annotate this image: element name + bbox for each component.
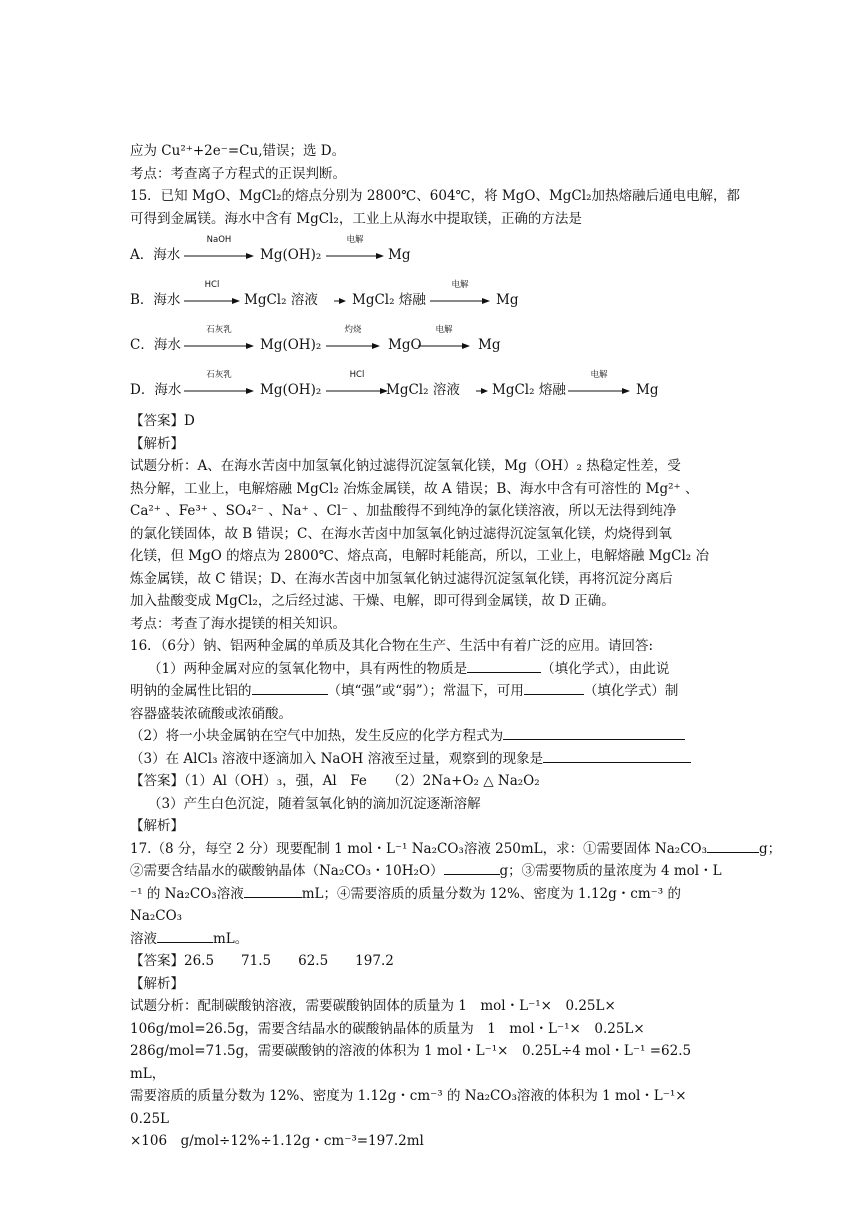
reagent-label: 灼烧 xyxy=(344,325,362,335)
analysis-line: 热分解，工业上，电解熔融 MgCl₂ 冶炼金属镁，故 A 错误；B、海水中含有可溶性的 Mg²⁺ 、 xyxy=(130,480,699,497)
reagent-label: 电解 xyxy=(590,370,608,380)
q17-answer: 【答案】26.5 71.5 62.5 197.2 xyxy=(130,953,394,969)
q16-part1-line1 xyxy=(130,658,730,681)
reagent-label: HCl xyxy=(349,370,365,380)
analysis-line: 需要溶质的质量分数为 12%、密度为 1.12g・cm⁻³ 的 Na₂CO₃溶液的体积为 1 mol・L⁻¹× 0.25L xyxy=(130,1088,701,1127)
q16-part1-line3: 容器盛装浓硫酸或浓硝酸。 xyxy=(130,705,292,722)
q15-stem-line2: 可得到金属镁。海水中含有 MgCl₂，工业上从海水中提取镁，正确的方法是 xyxy=(130,210,582,227)
text: （2）将一小块金属钠在空气中加热，发生反应的化学方程式为 xyxy=(130,728,504,744)
analysis-line: 286g/mol=71.5g，需要碳酸钠的溶液的体积为 1 mol・L⁻¹× 0.25L÷4 mol・L⁻¹ =62.5 mL， xyxy=(130,1043,692,1082)
text: ②需要含结晶水的碳酸钠晶体（Na₂CO₃・10H₂O） xyxy=(130,863,444,879)
analysis-line: 的氯化镁固体，故 B 错误；C、在海水苦卤中加氢氧化钠过滤得沉淀氢氧化镁，灼烧得到氧 xyxy=(130,525,672,542)
reagent-label: 石灰乳 xyxy=(206,370,232,380)
q15-jiexi-heading: 【解析】 xyxy=(130,435,184,452)
product-label: Mg xyxy=(636,382,659,398)
answer-blank xyxy=(252,680,328,695)
option-b-label: B．海水 xyxy=(130,292,181,308)
q17-line2 xyxy=(130,860,730,883)
analysis-line: Ca²⁺ 、Fe³⁺ 、SO₄²⁻ 、Na⁺ 、Cl⁻ 、加盐酸得不到纯净的氯化镁溶液，所以无法得到纯净 xyxy=(130,503,677,519)
product-label: Mg(OH)₂ xyxy=(260,247,322,263)
product-label: Mg xyxy=(388,247,411,263)
q15-kaodian: 考点：考查了海水提镁的相关知识。 xyxy=(130,615,346,632)
product-label: MgO xyxy=(388,337,422,353)
answer-blank xyxy=(157,928,213,943)
product-label: MgCl₂ 溶液 xyxy=(244,292,318,308)
product-label: MgCl₂ 熔融 xyxy=(352,292,426,308)
product-label: MgCl₂ 溶液 xyxy=(386,382,460,398)
text: 明钠的金属性比铝的 xyxy=(130,683,252,699)
document-page xyxy=(130,140,782,1153)
q17-analysis xyxy=(130,995,730,1153)
reaction-arrow xyxy=(184,370,254,395)
reagent-label: 电解 xyxy=(346,235,364,245)
q16-part2 xyxy=(130,725,730,748)
text: （填“强”或“弱”）；常温下，可用 xyxy=(327,683,524,699)
option-a-label: A．海水 xyxy=(130,247,181,263)
q15-analysis xyxy=(130,455,730,613)
reaction-arrow xyxy=(418,325,470,350)
text: ⁻¹ 的 Na₂CO₃溶液 xyxy=(130,885,244,902)
text: g； xyxy=(759,840,782,857)
q16-answer: 【答案】（1）Al（OH）₃，强，Al Fe （2）2Na+O₂ △ Na₂O₂ xyxy=(130,773,540,789)
q16-part3 xyxy=(130,748,730,771)
analysis-line: 炼金属镁，故 C 错误；D、在海水苦卤中加氢氧化钠过滤得沉淀氢氧化镁，再将沉淀分离后 xyxy=(130,570,673,587)
analysis-line: 试题分析：配制碳酸钠溶液，需要碳酸钠固体的质量为 1 mol・L⁻¹× 0.25L× xyxy=(130,998,616,1014)
reaction-arrow xyxy=(184,280,240,305)
q15-option-b xyxy=(130,275,730,320)
q15-option-a xyxy=(130,230,730,275)
reaction-arrow xyxy=(184,235,254,260)
reagent-label: NaOH xyxy=(206,235,232,245)
answer-blank xyxy=(467,658,541,673)
text: （填化学式），由此说 xyxy=(541,660,670,677)
prev-answer-tail: 应为 Cu²⁺+2e⁻=Cu,错误；选 D。 xyxy=(130,143,346,159)
text: mL；④需要溶质的质量分数为 12%、密度为 1.12g・cm⁻³ 的 Na₂CO₃ xyxy=(130,885,681,924)
q15-option-d xyxy=(130,365,730,410)
text: （3）在 AlCl₃ 溶液中逐滴加入 NaOH 溶液至过量，观察到的现象是 xyxy=(130,750,544,767)
product-label: MgCl₂ 熔融 xyxy=(492,382,566,398)
reaction-arrow xyxy=(326,325,380,350)
text: 17.（8 分，每空 2 分）现要配制 1 mol・L⁻¹ Na₂CO₃溶液 250mL，求：①需要固体 Na₂CO₃ xyxy=(130,840,708,857)
answer-blank xyxy=(244,883,302,898)
reaction-arrow xyxy=(184,325,254,350)
product-label: Mg(OH)₂ xyxy=(260,382,322,398)
answer-blank xyxy=(543,748,691,763)
reagent-label: 石灰乳 xyxy=(206,325,232,335)
product-label: Mg xyxy=(496,292,519,308)
analysis-line: ×106 g/mol÷12%÷1.12g・cm⁻³=197.2ml xyxy=(130,1133,424,1149)
reaction-arrow xyxy=(568,370,630,395)
reaction-arrow xyxy=(476,381,488,395)
answer-blank xyxy=(503,725,685,740)
q16-jiexi-heading: 【解析】 xyxy=(130,818,184,834)
reagent-label: HCl xyxy=(204,280,220,290)
reagent-label: 电解 xyxy=(435,325,453,335)
analysis-line: 化镁，但 MgO 的熔点为 2800℃、熔点高，电解时耗能高，所以，工业上，电解熔融 MgCl₂ 冶 xyxy=(130,548,709,564)
q15-option-c xyxy=(130,320,730,365)
q17-line4 xyxy=(130,928,730,951)
option-d-label: D．海水 xyxy=(130,382,182,398)
prev-kaodian: 考点：考查离子方程式的正误判断。 xyxy=(130,165,346,182)
analysis-line: 106g/mol=26.5g，需要含结晶水的碳酸钠晶体的质量为 1 mol・L⁻¹× 0.25L× xyxy=(130,1020,645,1037)
product-label: Mg(OH)₂ xyxy=(260,337,322,353)
q17-line1 xyxy=(130,838,782,861)
text: （1）两种金属对应的氢氧化物中，具有两性的物质是 xyxy=(148,660,468,677)
text: mL。 xyxy=(213,930,249,947)
option-c-label: C．海水 xyxy=(130,337,181,353)
answer-blank xyxy=(524,680,584,695)
q15-answer: 【答案】D xyxy=(130,413,195,429)
reaction-arrow xyxy=(326,235,384,260)
reaction-arrow xyxy=(334,291,346,305)
q16-answer-line2: （3）产生白色沉淀，随着氢氧化钠的滴加沉淀逐渐溶解 xyxy=(148,795,481,812)
text: g；③需要物质的量浓度为 4 mol・L xyxy=(499,863,722,879)
text: 溶液 xyxy=(130,930,157,947)
q17-line3 xyxy=(130,883,730,928)
reagent-label: 电解 xyxy=(451,280,469,290)
q16-stem: 16．（6分）钠、铝两种金属的单质及其化合物在生产、生活中有着广泛的应用。请回答: xyxy=(130,638,654,654)
answer-blank xyxy=(444,860,500,875)
q16-part1-line2 xyxy=(130,680,730,703)
reaction-arrow xyxy=(326,370,388,395)
analysis-line: 加入盐酸变成 MgCl₂，之后经过滤、干燥、电解，即可得到金属镁，故 D 正确。 xyxy=(130,593,615,609)
q15-stem-line1: 15．已知 MgO、MgCl₂的熔点分别为 2800℃、604℃，将 MgO、MgCl₂加热熔融后通电电解，都 xyxy=(130,188,740,204)
analysis-line: 试题分析：A、在海水苦卤中加氢氧化钠过滤得沉淀氢氧化镁，Mg（OH）₂ 热稳定性差，受 xyxy=(130,458,681,474)
reaction-arrow xyxy=(430,280,490,305)
q17-jiexi-heading: 【解析】 xyxy=(130,975,184,992)
product-label: Mg xyxy=(478,337,501,353)
answer-blank xyxy=(707,838,759,853)
text: （填化学式）制 xyxy=(583,683,679,699)
